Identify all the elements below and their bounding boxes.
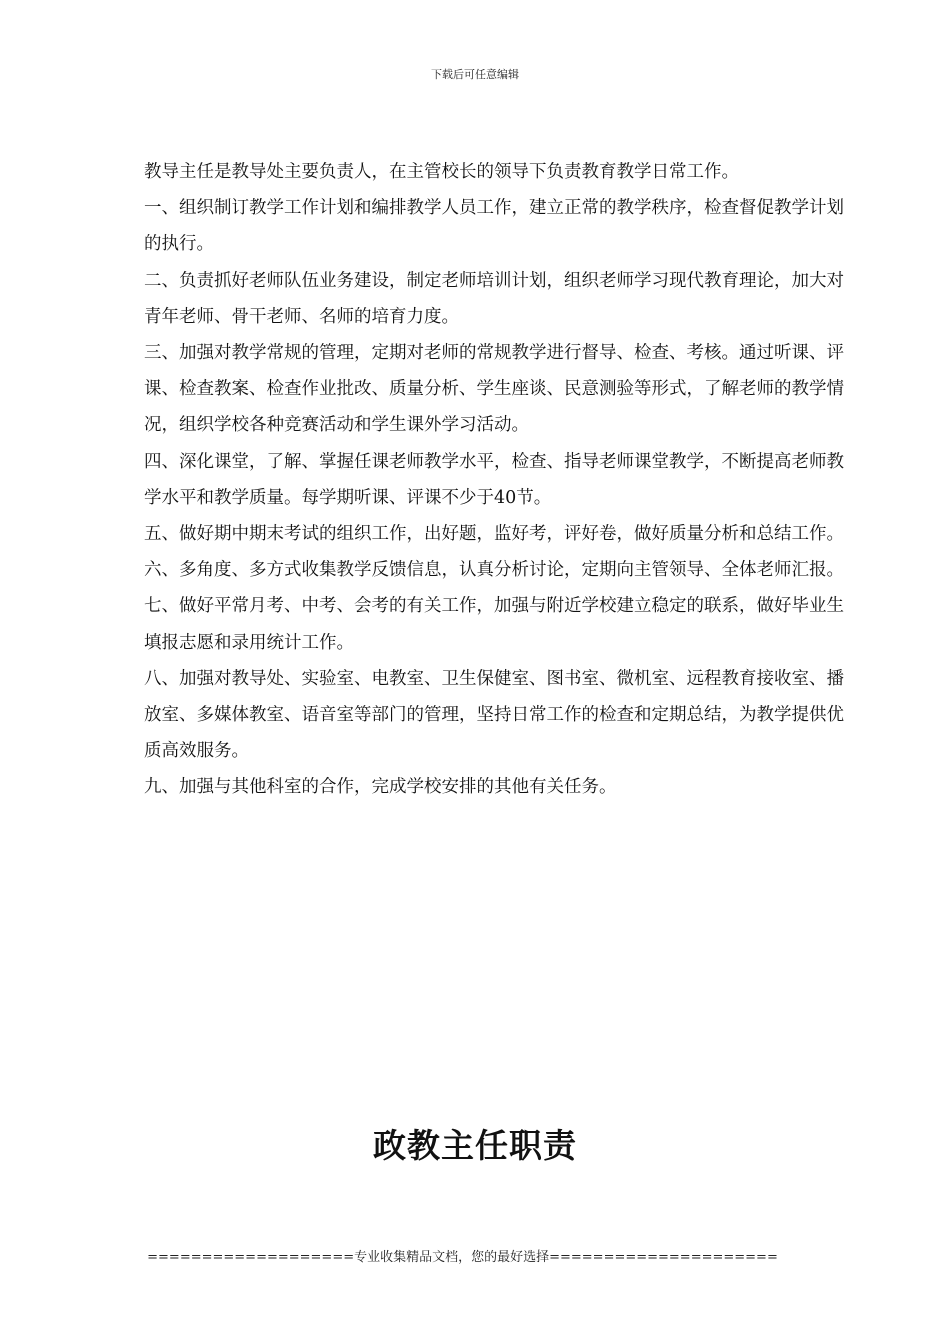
- paragraph-item-3: 三、加强对教学常规的管理，定期对老师的常规教学进行督导、检查、考核。通过听课、评课、检查教案、检查作业批改、质量分析、学生座谈、民意测验等形式，了解老师的教学情况，组织学校各种竞赛活动和学生课外学习活动。: [144, 343, 844, 436]
- paragraph-item-9: 九、加强与其他科室的合作，完成学校安排的其他有关任务。: [144, 777, 617, 798]
- section-title: 政教主任职责: [373, 1126, 577, 1165]
- paragraph-item-1: 一、组织制订教学工作计划和编排教学人员工作，建立正常的教学秩序，检查督促教学计划的执行。: [144, 198, 844, 255]
- paragraph-item-7: 七、做好平常月考、中考、会考的有关工作，加强与附近学校建立稳定的联系，做好毕业生填报志愿和录用统计工作。: [144, 596, 844, 653]
- paragraph-intro: 教导主任是教导处主要负责人，在主管校长的领导下负责教育教学日常工作。: [144, 162, 739, 182]
- page-header: 下载后可任意编辑: [431, 68, 519, 81]
- paragraph-item-5: 五、做好期中期末考试的组织工作，出好题，监好考，评好卷，做好质量分析和总结工作。: [144, 524, 844, 545]
- document-body: [144, 154, 844, 806]
- paragraph-item-8: 八、加强对教导处、实验室、电教室、卫生保健室、图书室、微机室、远程教育接收室、播放室、多媒体教室、语音室等部门的管理，坚持日常工作的检查和定期总结，为教学提供优质高效服务。: [144, 668, 844, 762]
- paragraph-item-4: 四、深化课堂，了解、掌握任课老师教学水平，检查、指导老师课堂教学，不断提高老师教学水平和教学质量。每学期听课、评课不少于40节。: [144, 451, 844, 508]
- paragraph-item-2: 二、负责抓好老师队伍业务建设，制定老师培训计划，组织老师学习现代教育理论，加大对青年老师、骨干老师、名师的培育力度。: [144, 270, 844, 327]
- paragraph-item-6: 六、多角度、多方式收集教学反馈信息，认真分析讨论，定期向主管领导、全体老师汇报。: [144, 560, 844, 581]
- page-footer: ===================专业收集精品文档，您的最好选择=====================: [147, 1250, 778, 1265]
